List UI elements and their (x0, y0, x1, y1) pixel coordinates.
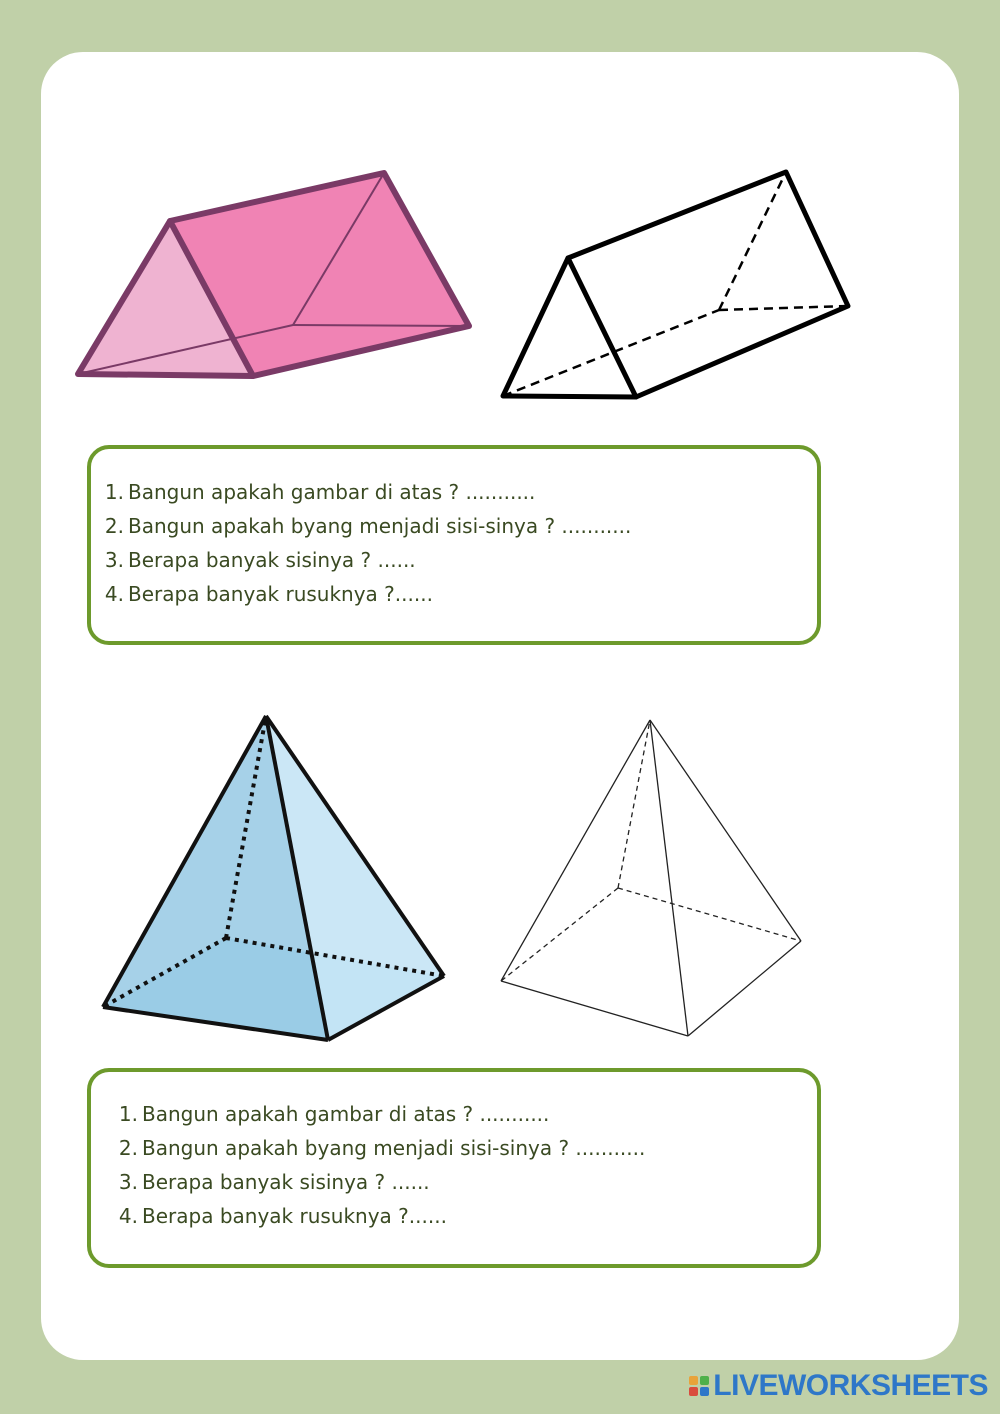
liveworksheets-logo-icon (689, 1376, 709, 1396)
question-number: 3. (104, 548, 124, 572)
question-number: 2. (118, 1136, 138, 1160)
question-text: Bangun apakah byang menjadi sisi-sinya ? ........... (142, 1136, 646, 1160)
question-number: 1. (104, 480, 124, 504)
question-number: 2. (104, 514, 124, 538)
question-number: 4. (118, 1204, 138, 1228)
question-text: Berapa banyak sisinya ? ...... (128, 548, 416, 572)
question-item (104, 577, 631, 611)
question-item (104, 475, 631, 509)
question-text: Bangun apakah byang menjadi sisi-sinya ? ........... (128, 514, 632, 538)
question-list-prism (104, 475, 632, 611)
question-item (118, 1199, 645, 1233)
question-text: Bangun apakah gambar di atas ? ........... (142, 1102, 550, 1126)
liveworksheets-brand[interactable] (689, 1368, 988, 1404)
square-pyramid-outline-image (495, 712, 810, 1044)
question-list-pyramid (118, 1097, 646, 1233)
question-item (118, 1131, 646, 1165)
question-text: Berapa banyak rusuknya ?...... (142, 1204, 447, 1228)
question-item (104, 509, 632, 543)
question-text: Berapa banyak sisinya ? ...... (142, 1170, 430, 1194)
question-number: 1. (118, 1102, 138, 1126)
question-text: Berapa banyak rusuknya ?...... (128, 582, 433, 606)
square-pyramid-colored-image (95, 705, 455, 1050)
question-item (104, 543, 631, 577)
question-text: Bangun apakah gambar di atas ? ........... (128, 480, 536, 504)
question-number: 4. (104, 582, 124, 606)
triangular-prism-colored-image (70, 165, 480, 385)
question-item (118, 1097, 645, 1131)
brand-name: LIVEWORKSHEETS (713, 1369, 988, 1402)
question-item (118, 1165, 645, 1199)
question-number: 3. (118, 1170, 138, 1194)
triangular-prism-outline-image (495, 165, 855, 405)
